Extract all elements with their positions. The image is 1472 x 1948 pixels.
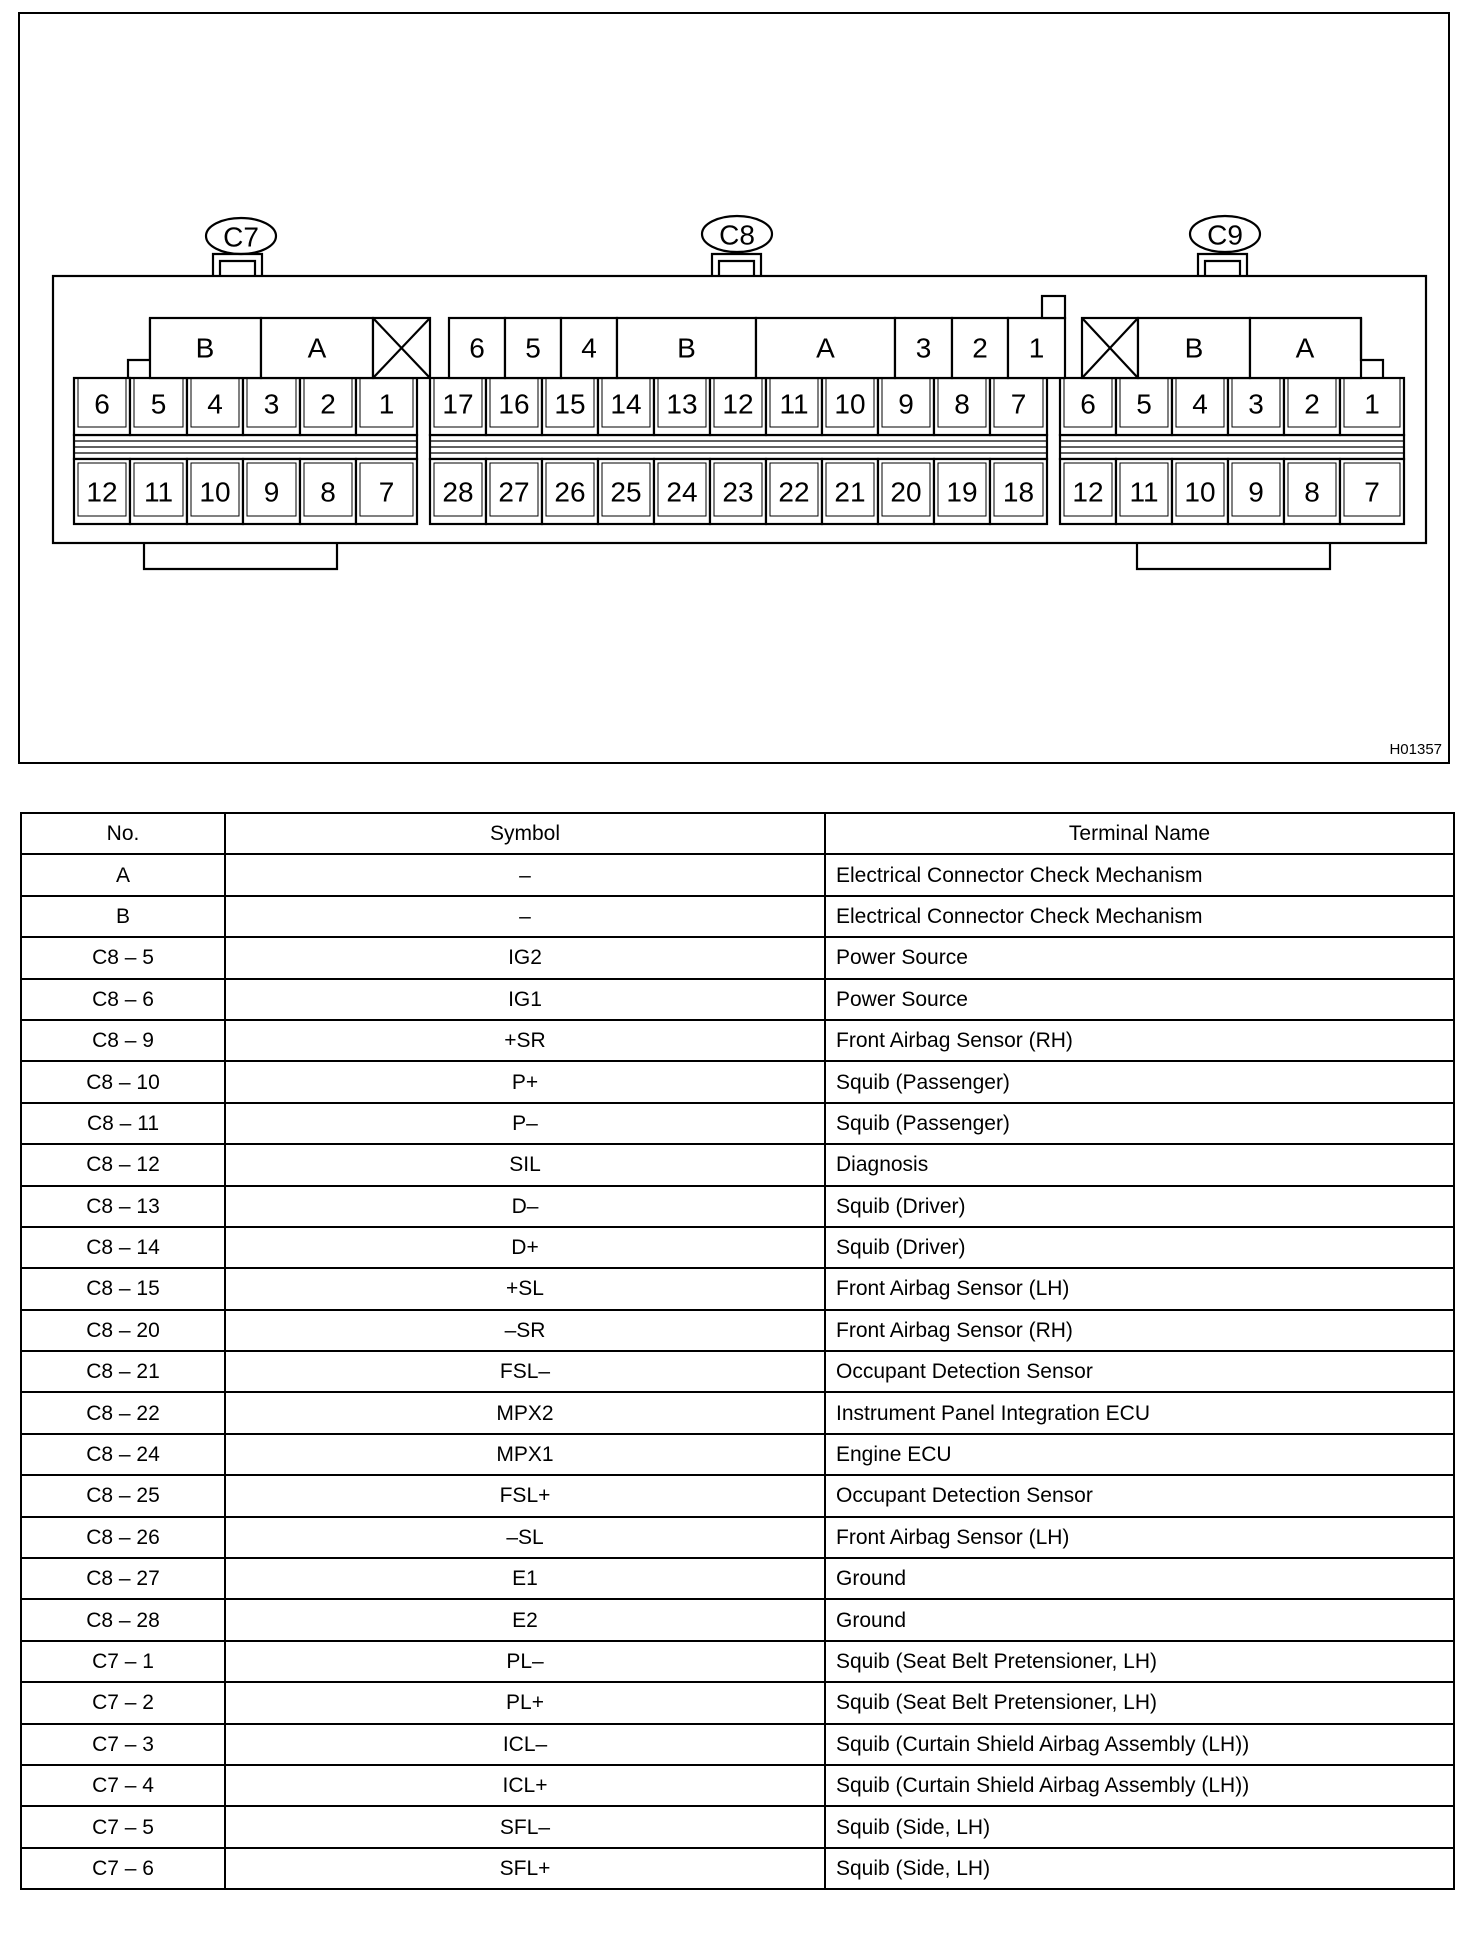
cell-terminal-no: C8 – 10: [21, 1061, 225, 1102]
cell-symbol: –SR: [225, 1310, 825, 1351]
top-cell-label: A: [816, 332, 835, 364]
cell-terminal-name: Squib (Passenger): [825, 1103, 1454, 1144]
cell-terminal-no: B: [21, 896, 225, 937]
cell-terminal-no: C7 – 6: [21, 1848, 225, 1889]
cell-terminal-name: Squib (Driver): [825, 1227, 1454, 1268]
cell-symbol: P–: [225, 1103, 825, 1144]
table-row: [21, 979, 1454, 1020]
connector-diagram: [18, 12, 1450, 764]
cell-terminal-name: Squib (Seat Belt Pretensioner, LH): [825, 1641, 1454, 1682]
pin-number: 22: [778, 476, 810, 508]
column-header-terminal-name: Terminal Name: [825, 813, 1454, 854]
cell-terminal-name: Front Airbag Sensor (RH): [825, 1310, 1454, 1351]
cell-terminal-name: Squib (Seat Belt Pretensioner, LH): [825, 1682, 1454, 1723]
connector-id-label: C9: [1207, 219, 1243, 251]
table-row: [21, 1724, 1454, 1765]
cell-terminal-no: C7 – 4: [21, 1765, 225, 1806]
unused-cavity: [373, 318, 430, 378]
pin-number: 26: [554, 476, 586, 508]
cell-symbol: –: [225, 854, 825, 895]
pin-number: 27: [498, 476, 530, 508]
check-mechanism-label: B: [195, 332, 215, 364]
cell-terminal-no: C8 – 5: [21, 937, 225, 978]
pin-number: 2: [1304, 388, 1320, 420]
cell-terminal-name: Electrical Connector Check Mechanism: [825, 896, 1454, 937]
top-cell-label: 6: [469, 332, 485, 364]
table-header-row: [21, 813, 1454, 854]
pin-number: 5: [1136, 388, 1152, 420]
connector-bottom-tab: [1137, 543, 1330, 569]
pin-number: 4: [207, 388, 223, 420]
cell-terminal-name: Occupant Detection Sensor: [825, 1351, 1454, 1392]
pin-number: 12: [722, 388, 754, 420]
cell-symbol: –: [225, 896, 825, 937]
table-row: [21, 1268, 1454, 1309]
cell-terminal-no: C8 – 22: [21, 1392, 225, 1433]
table-row: [21, 1392, 1454, 1433]
pin-number: 12: [1072, 476, 1104, 508]
connector-bottom-tab: [144, 543, 337, 569]
cell-terminal-no: A: [21, 854, 225, 895]
cell-terminal-name: Ground: [825, 1599, 1454, 1640]
table-row: [21, 1806, 1454, 1847]
pin-number: 20: [890, 476, 922, 508]
cell-terminal-name: Occupant Detection Sensor: [825, 1475, 1454, 1516]
cell-terminal-name: Squib (Curtain Shield Airbag Assembly (LH)): [825, 1724, 1454, 1765]
column-header-no: No.: [21, 813, 225, 854]
cell-terminal-name: Front Airbag Sensor (RH): [825, 1020, 1454, 1061]
top-cell-label: 3: [915, 332, 932, 364]
cell-terminal-no: C8 – 27: [21, 1558, 225, 1599]
table-row: [21, 1020, 1454, 1061]
cell-terminal-no: C8 – 13: [21, 1186, 225, 1227]
pin-number: 3: [1248, 388, 1264, 420]
cell-terminal-name: Squib (Curtain Shield Airbag Assembly (LH)): [825, 1765, 1454, 1806]
cell-symbol: P+: [225, 1061, 825, 1102]
cell-terminal-name: Diagnosis: [825, 1144, 1454, 1185]
table-row: [21, 1475, 1454, 1516]
pin-number: 21: [834, 476, 866, 508]
cell-terminal-name: Front Airbag Sensor (LH): [825, 1517, 1454, 1558]
pin-number: 11: [1129, 476, 1159, 508]
cell-symbol: PL+: [225, 1682, 825, 1723]
pin-number: 19: [946, 476, 978, 508]
terminal-table: [20, 812, 1455, 1890]
connector-id-label: C8: [719, 219, 755, 251]
pin-number: 9: [898, 388, 914, 420]
cell-symbol: D–: [225, 1186, 825, 1227]
cell-symbol: E1: [225, 1558, 825, 1599]
cell-symbol: MPX1: [225, 1434, 825, 1475]
pin-number: 3: [263, 388, 280, 420]
cell-terminal-name: Ground: [825, 1558, 1454, 1599]
cell-symbol: IG2: [225, 937, 825, 978]
top-cell-label: B: [677, 332, 696, 364]
table-row: [21, 1144, 1454, 1185]
table-row: [21, 937, 1454, 978]
cell-symbol: –SL: [225, 1517, 825, 1558]
cell-terminal-name: Electrical Connector Check Mechanism: [825, 854, 1454, 895]
pin-number: 14: [610, 388, 642, 420]
check-mechanism-label: B: [1184, 332, 1204, 364]
pin-number: 9: [263, 476, 280, 508]
cell-terminal-no: C8 – 14: [21, 1227, 225, 1268]
top-cell-label: 5: [525, 332, 541, 364]
pin-number: 9: [1248, 476, 1264, 508]
cell-terminal-no: C7 – 2: [21, 1682, 225, 1723]
pin-number: 12: [86, 476, 118, 508]
pin-number: 13: [666, 388, 698, 420]
pin-number: 16: [498, 388, 530, 420]
table-row: [21, 896, 1454, 937]
pin-number: 10: [834, 388, 866, 420]
cell-symbol: ICL+: [225, 1765, 825, 1806]
connector-latch-nub: [1042, 296, 1065, 318]
pin-number: 18: [1002, 476, 1035, 508]
top-cell-label: 2: [972, 332, 988, 364]
table-row: [21, 1351, 1454, 1392]
pin-number: 6: [1080, 388, 1096, 420]
check-mechanism-label: A: [1295, 332, 1315, 364]
cell-terminal-no: C8 – 12: [21, 1144, 225, 1185]
pin-number: 2: [320, 388, 336, 420]
cell-terminal-no: C8 – 15: [21, 1268, 225, 1309]
top-cell-label: 4: [581, 332, 597, 364]
table-row: [21, 1186, 1454, 1227]
cell-terminal-name: Power Source: [825, 937, 1454, 978]
cell-symbol: SIL: [225, 1144, 825, 1185]
cell-terminal-no: C8 – 20: [21, 1310, 225, 1351]
cell-terminal-no: C8 – 25: [21, 1475, 225, 1516]
pin-number: 10: [199, 476, 231, 508]
cell-terminal-name: Power Source: [825, 979, 1454, 1020]
pin-number: 5: [150, 388, 167, 420]
cell-symbol: IG1: [225, 979, 825, 1020]
cell-terminal-name: Squib (Passenger): [825, 1061, 1454, 1102]
housing-step: [128, 318, 150, 378]
table-row: [21, 1682, 1454, 1723]
table-row: [21, 1103, 1454, 1144]
table-row: [21, 1599, 1454, 1640]
cell-symbol: FSL+: [225, 1475, 825, 1516]
column-header-symbol: Symbol: [225, 813, 825, 854]
table-row: [21, 1765, 1454, 1806]
pin-number: 7: [1010, 388, 1027, 420]
table-row: [21, 1061, 1454, 1102]
cell-terminal-name: Front Airbag Sensor (LH): [825, 1268, 1454, 1309]
cell-terminal-no: C8 – 28: [21, 1599, 225, 1640]
cell-terminal-no: C8 – 11: [21, 1103, 225, 1144]
table-row: [21, 1227, 1454, 1268]
figure-code: H01357: [1389, 741, 1442, 758]
cell-symbol: +SL: [225, 1268, 825, 1309]
table-row: [21, 1310, 1454, 1351]
cell-terminal-no: C7 – 1: [21, 1641, 225, 1682]
cell-symbol: D+: [225, 1227, 825, 1268]
cell-terminal-no: C7 – 3: [21, 1724, 225, 1765]
pin-number: 7: [1364, 476, 1380, 508]
housing-step: [1361, 318, 1383, 378]
cell-symbol: SFL+: [225, 1848, 825, 1889]
unused-cavity: [1082, 318, 1138, 378]
table-row: [21, 1641, 1454, 1682]
pin-number: 8: [954, 388, 970, 420]
connector-id-label: C7: [223, 221, 259, 253]
pin-number: 28: [442, 476, 474, 508]
cell-terminal-no: C8 – 9: [21, 1020, 225, 1061]
table-row: [21, 1434, 1454, 1475]
cell-terminal-name: Squib (Side, LH): [825, 1806, 1454, 1847]
cell-symbol: SFL–: [225, 1806, 825, 1847]
cell-symbol: FSL–: [225, 1351, 825, 1392]
table-row: [21, 1517, 1454, 1558]
pin-number: 8: [1304, 476, 1320, 508]
cell-symbol: MPX2: [225, 1392, 825, 1433]
cell-terminal-name: Squib (Driver): [825, 1186, 1454, 1227]
pin-number: 10: [1184, 476, 1216, 508]
cell-terminal-no: C8 – 26: [21, 1517, 225, 1558]
cell-symbol: +SR: [225, 1020, 825, 1061]
pin-number: 1: [1364, 388, 1380, 420]
pin-number: 25: [610, 476, 642, 508]
cell-terminal-name: Engine ECU: [825, 1434, 1454, 1475]
cell-terminal-name: Instrument Panel Integration ECU: [825, 1392, 1454, 1433]
pin-number: 17: [442, 388, 474, 420]
table-row: [21, 1848, 1454, 1889]
table-row: [21, 854, 1454, 895]
cell-terminal-no: C8 – 6: [21, 979, 225, 1020]
check-mechanism-label: A: [307, 332, 327, 364]
pin-number: 15: [554, 388, 586, 420]
cell-symbol: PL–: [225, 1641, 825, 1682]
connector-drawing: [20, 14, 1448, 762]
cell-terminal-name: Squib (Side, LH): [825, 1848, 1454, 1889]
pin-number: 24: [666, 476, 698, 508]
cell-symbol: ICL–: [225, 1724, 825, 1765]
pin-number: 11: [143, 476, 174, 508]
pin-number: 6: [94, 388, 110, 420]
pin-number: 23: [722, 476, 754, 508]
pin-number: 11: [779, 388, 809, 420]
cell-symbol: E2: [225, 1599, 825, 1640]
table-row: [21, 1558, 1454, 1599]
pin-number: 4: [1192, 388, 1208, 420]
cell-terminal-no: C8 – 21: [21, 1351, 225, 1392]
cell-terminal-no: C8 – 24: [21, 1434, 225, 1475]
top-cell-label: 1: [1028, 332, 1045, 364]
pin-number: 1: [378, 388, 395, 420]
cell-terminal-no: C7 – 5: [21, 1806, 225, 1847]
pin-number: 7: [378, 476, 395, 508]
pin-number: 8: [320, 476, 336, 508]
